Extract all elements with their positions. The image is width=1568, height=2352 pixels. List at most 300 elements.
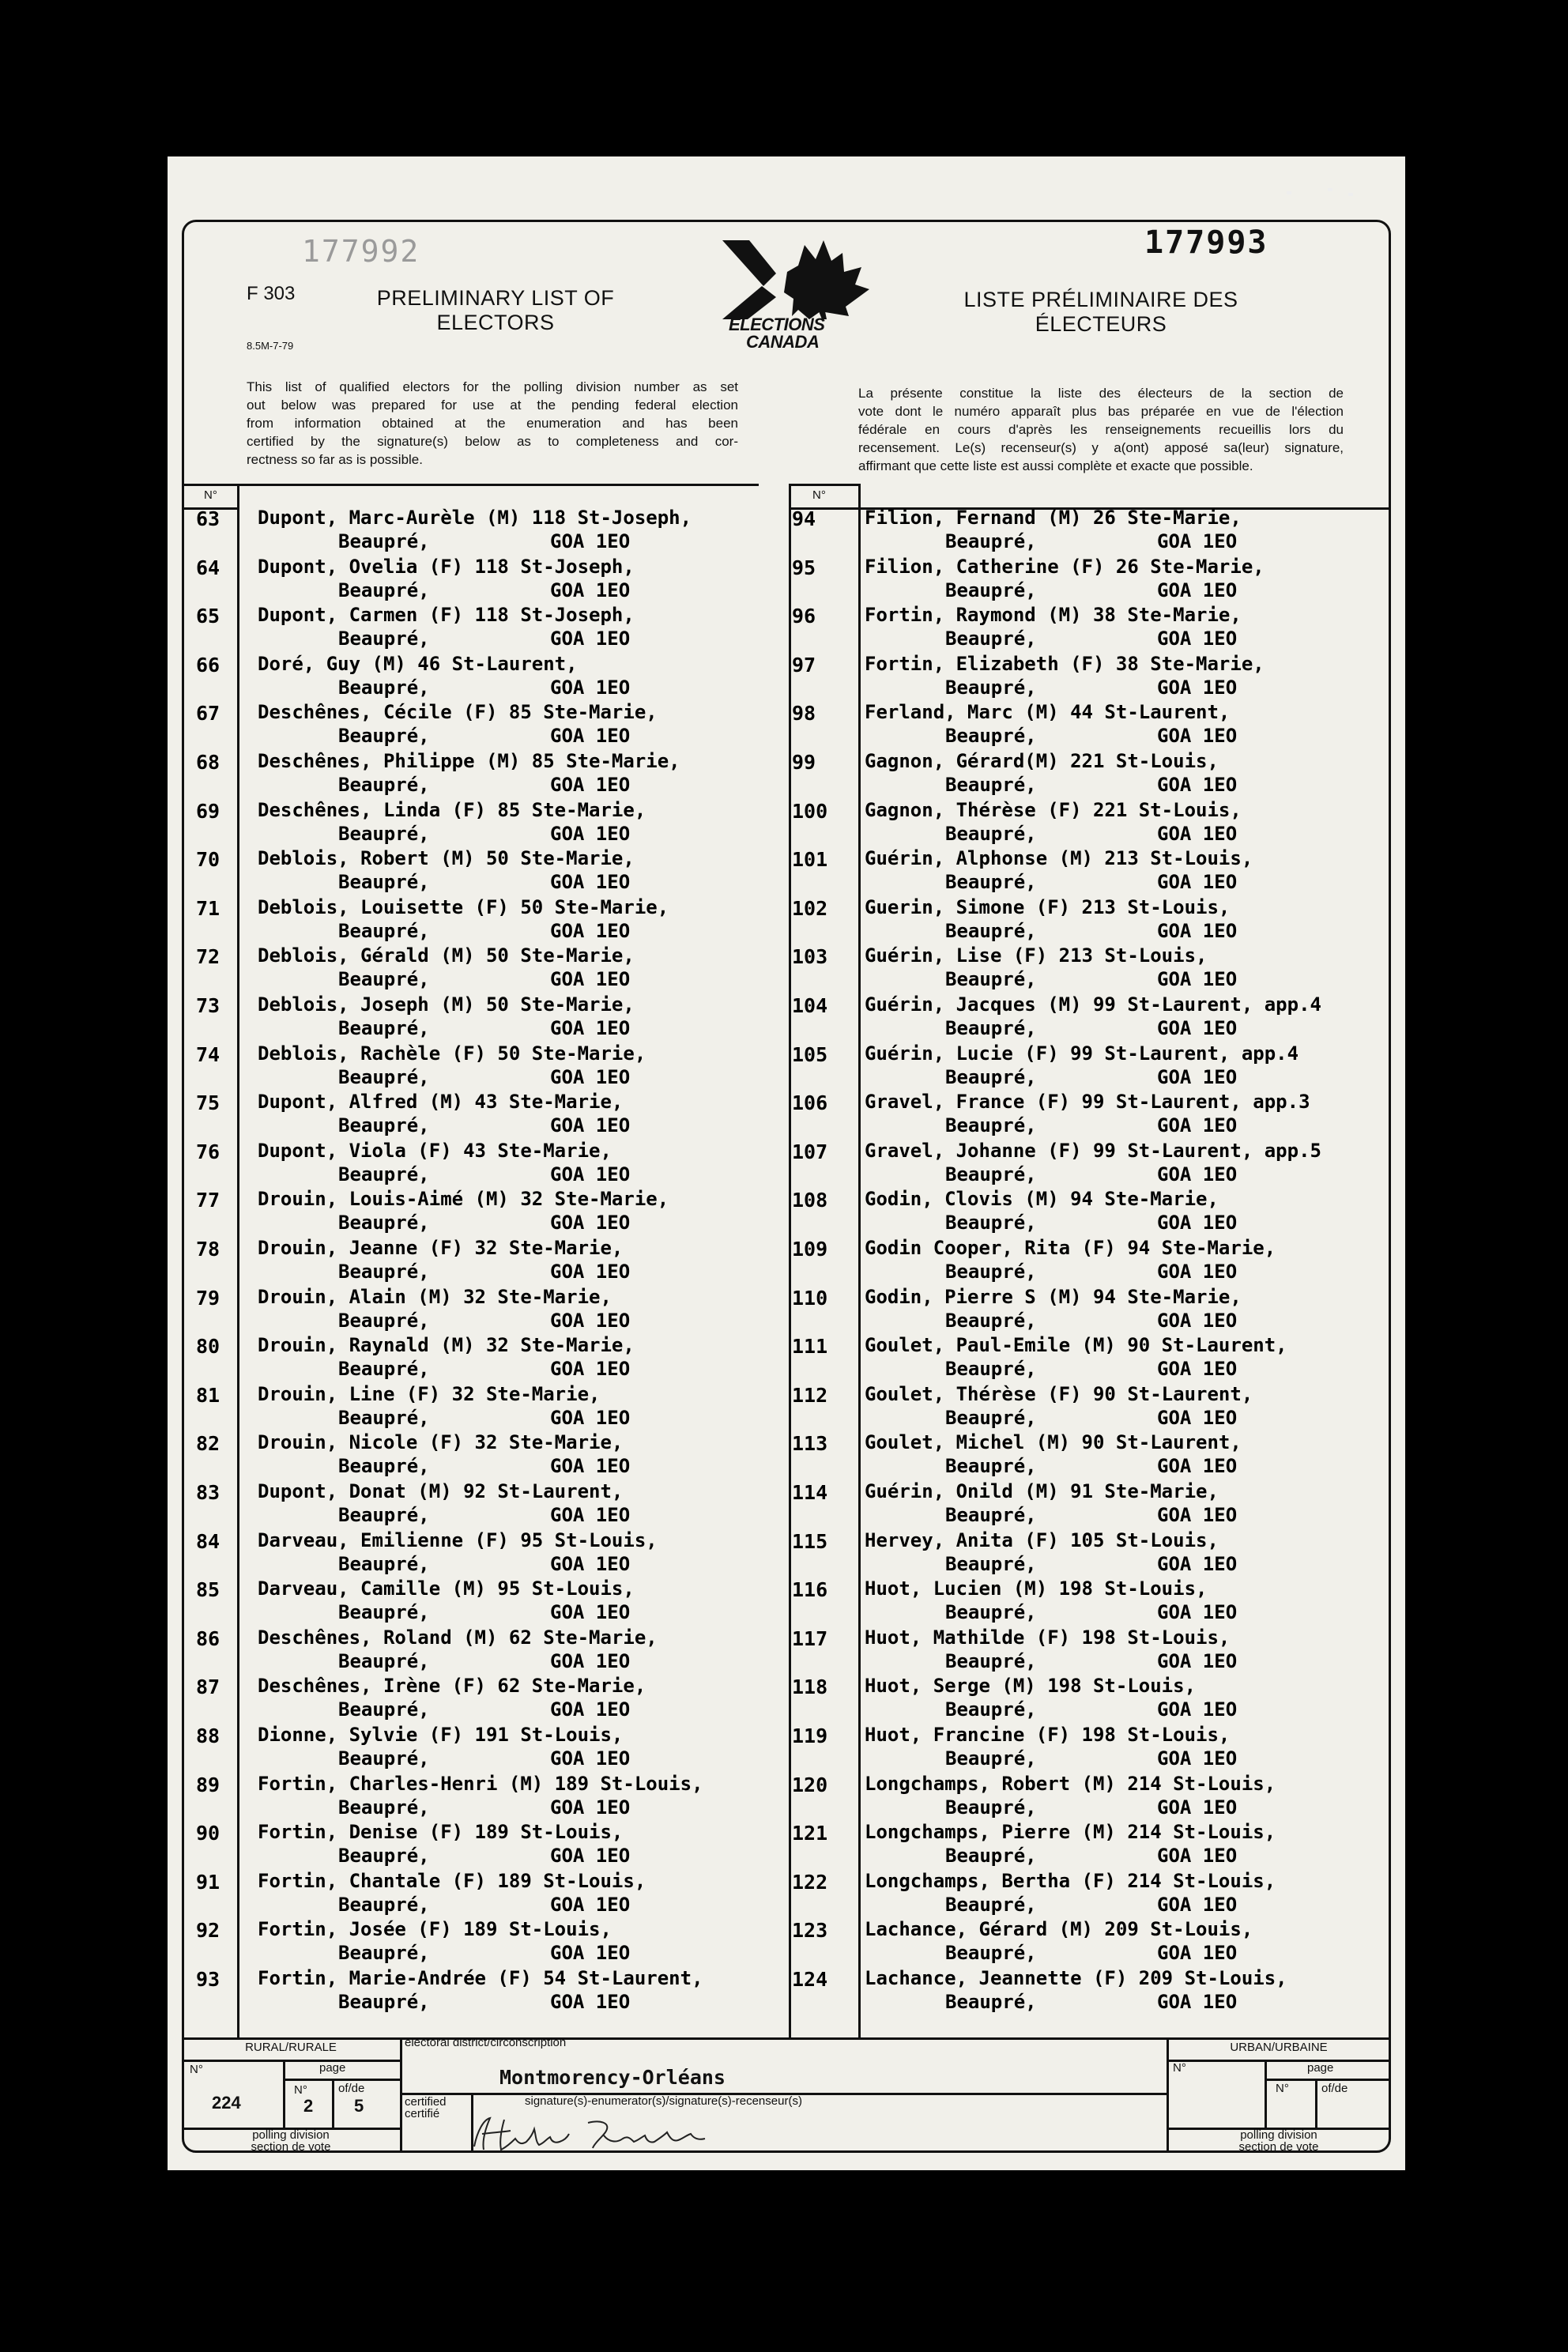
elector-name-address: Deblois, Louisette (F) 50 Ste-Marie, [258, 895, 669, 918]
elector-postal-code: GOA 1EO [550, 530, 631, 552]
elector-name-address: Longchamps, Pierre (M) 214 St-Louis, [865, 1821, 1276, 1844]
elector-entry [258, 1577, 635, 1624]
rural-no-label: N° [190, 2063, 203, 2076]
elector-name-address: Deblois, Gérald (M) 50 Ste-Marie, [258, 944, 635, 967]
elector-postal-code: GOA 1EO [1157, 1114, 1238, 1137]
elector-postal-code: GOA 1EO [550, 1942, 631, 1965]
polling-division-label-urban: polling division section de vote [1238, 2128, 1319, 2154]
elector-number: 66 [196, 653, 220, 677]
elector-locality: Beaupré, [338, 628, 430, 650]
elector-locality: Beaupré, [338, 1893, 430, 1916]
elector-locality: Beaupré, [945, 1552, 1037, 1575]
elector-locality-line [258, 530, 692, 553]
elector-number: 76 [196, 1140, 220, 1163]
elector-locality: Beaupré, [945, 919, 1037, 942]
elector-number: 94 [792, 507, 816, 530]
elector-entry [865, 895, 1238, 943]
elector-entry [258, 1285, 631, 1332]
elector-locality: Beaupré, [945, 1309, 1037, 1332]
elector-locality: Beaupré, [945, 628, 1037, 650]
elector-locality-line [865, 773, 1238, 797]
elector-name-address: Deschênes, Irène (F) 62 Ste-Marie, [258, 1675, 646, 1698]
elector-locality-line [258, 627, 635, 650]
elector-number: 106 [792, 1091, 828, 1115]
elector-entry [865, 1820, 1276, 1868]
elector-locality: Beaupré, [338, 1017, 430, 1039]
elector-locality: Beaupré, [945, 1504, 1037, 1526]
elector-postal-code: GOA 1EO [1157, 1504, 1238, 1526]
elector-locality: Beaupré, [338, 1212, 430, 1234]
elector-postal-code: GOA 1EO [1157, 1747, 1238, 1770]
elector-locality-line [865, 1260, 1276, 1283]
elector-name-address: Longchamps, Robert (M) 214 St-Louis, [865, 1772, 1276, 1795]
elector-locality: Beaupré, [945, 774, 1037, 796]
elector-name-address: Dionne, Sylvie (F) 191 St-Louis, [258, 1724, 624, 1746]
elector-number: 97 [792, 653, 816, 677]
elector-postal-code: GOA 1EO [1157, 1212, 1238, 1234]
elector-entry [865, 1285, 1242, 1332]
elector-locality-line [258, 579, 635, 602]
elector-name-address: Goulet, Michel (M) 90 St-Laurent, [865, 1431, 1242, 1454]
elector-locality: Beaupré, [945, 1893, 1037, 1916]
elector-number: 98 [792, 702, 816, 726]
elector-name-address: Filion, Fernand (M) 26 Ste-Marie, [865, 507, 1242, 529]
elector-number: 78 [196, 1238, 220, 1261]
elector-locality: Beaupré, [945, 1845, 1037, 1868]
elector-name-address: Deschênes, Roland (M) 62 Ste-Marie, [258, 1626, 658, 1649]
elector-postal-code: GOA 1EO [1157, 1991, 1238, 2013]
elector-name-address: Guérin, Lucie (F) 99 St-Laurent, app.4 [865, 1042, 1299, 1065]
elector-postal-code: GOA 1EO [1157, 1942, 1238, 1965]
handwritten-signature-icon [466, 2115, 719, 2153]
district-label: electoral district/circonscription [405, 2036, 567, 2049]
elector-name-address: Drouin, Line (F) 32 Ste-Marie, [258, 1382, 601, 1405]
elector-entry [865, 555, 1265, 602]
urban-page-divider [1315, 2079, 1317, 2129]
elector-entry [258, 1236, 631, 1283]
polling-division-number: 224 [212, 2093, 241, 2113]
elector-entry [258, 652, 631, 699]
elector-locality-line [865, 627, 1242, 650]
elector-locality-line [865, 822, 1242, 846]
elector-name-address: Gagnon, Gérard(M) 221 St-Louis, [865, 750, 1219, 772]
elector-number: 120 [792, 1773, 828, 1796]
elector-name-address: Godin, Pierre S (M) 94 Ste-Marie, [865, 1285, 1242, 1308]
old-serial-number: 177992 [302, 234, 420, 269]
elector-number: 77 [196, 1189, 220, 1212]
elector-number: 95 [792, 556, 816, 579]
elector-name-address: Godin Cooper, Rita (F) 94 Ste-Marie, [865, 1237, 1276, 1259]
certified-label: certified certifié [405, 2095, 447, 2120]
elector-locality: Beaupré, [945, 1601, 1037, 1624]
elector-locality: Beaupré, [945, 1017, 1037, 1039]
elector-postal-code: GOA 1EO [1157, 579, 1238, 601]
elector-locality-line [258, 724, 658, 748]
number-header-right: N° [812, 488, 826, 502]
speck-mark [1287, 191, 1291, 194]
elector-locality-line [258, 1844, 631, 1868]
elector-locality-line [865, 1796, 1276, 1819]
elector-number: 103 [792, 945, 828, 969]
elector-number: 124 [792, 1968, 828, 1991]
elector-number: 101 [792, 848, 828, 872]
elector-name-address: Longchamps, Bertha (F) 214 St-Louis, [865, 1869, 1276, 1892]
elector-name-address: Deschênes, Linda (F) 85 Ste-Marie, [258, 798, 646, 821]
elector-number: 99 [792, 751, 816, 774]
elector-number: 100 [792, 799, 828, 823]
elector-name-address: Gagnon, Thérèse (F) 221 St-Louis, [865, 798, 1242, 821]
elector-name-address: Lachance, Gérard (M) 209 St-Louis, [865, 1918, 1253, 1941]
elector-locality-line [258, 1454, 631, 1478]
elector-locality-line [865, 967, 1238, 991]
elector-entry [258, 1479, 631, 1527]
urban-page-no-label: N° [1276, 2082, 1289, 2095]
serial-number: 177993 [1144, 224, 1268, 261]
elector-locality-line [258, 1796, 703, 1819]
elector-number: 84 [196, 1529, 220, 1553]
elector-locality-line [258, 822, 646, 846]
elector-locality: Beaupré, [338, 725, 430, 748]
elector-number: 63 [196, 507, 220, 530]
elector-locality-line [258, 1747, 631, 1770]
elector-name-address: Goulet, Thérèse (F) 90 St-Laurent, [865, 1382, 1253, 1405]
elector-entry [258, 1917, 631, 1965]
elector-entry [258, 895, 669, 943]
elector-postal-code: GOA 1EO [1157, 968, 1238, 991]
elector-entry [258, 1042, 646, 1089]
elector-number: 109 [792, 1238, 828, 1261]
elector-entry [258, 1626, 658, 1673]
elector-entry [865, 700, 1238, 748]
elector-postal-code: GOA 1EO [550, 1455, 631, 1478]
elector-locality-line [258, 1941, 631, 1965]
elector-postal-code: GOA 1EO [1157, 628, 1238, 650]
elector-locality: Beaupré, [338, 1747, 430, 1770]
elector-entry [258, 1528, 658, 1576]
elector-postal-code: GOA 1EO [550, 1504, 631, 1526]
elector-entry [258, 1090, 631, 1137]
elector-locality-line [258, 676, 631, 699]
elector-entry [865, 1139, 1321, 1186]
elector-name-address: Fortin, Marie-Andrée (F) 54 St-Laurent, [258, 1967, 703, 1989]
elector-postal-code: GOA 1EO [1157, 1358, 1238, 1381]
elector-locality: Beaupré, [945, 1358, 1037, 1381]
elector-postal-code: GOA 1EO [1157, 1796, 1238, 1819]
elector-entry [865, 1090, 1310, 1137]
elector-name-address: Huot, Francine (F) 198 St-Louis, [865, 1724, 1231, 1746]
elector-locality: Beaupré, [945, 1796, 1037, 1819]
elector-locality-line [258, 919, 669, 943]
urban-label: URBAN/URBAINE [1230, 2041, 1328, 2054]
elector-name-address: Fortin, Charles-Henri (M) 189 St-Louis, [258, 1772, 703, 1795]
elector-number: 64 [196, 556, 220, 579]
elector-postal-code: GOA 1EO [550, 676, 631, 699]
elector-locality: Beaupré, [338, 1649, 430, 1672]
elector-postal-code: GOA 1EO [550, 871, 631, 894]
elector-entry [865, 1382, 1253, 1430]
elector-number: 119 [792, 1724, 828, 1747]
elector-postal-code: GOA 1EO [550, 725, 631, 748]
elector-postal-code: GOA 1EO [1157, 1552, 1238, 1575]
elector-name-address: Drouin, Louis-Aimé (M) 32 Ste-Marie, [258, 1188, 669, 1211]
elector-number: 107 [792, 1140, 828, 1163]
page-of-label: of/de [338, 2082, 365, 2095]
elector-entry [865, 1479, 1238, 1527]
elector-locality: Beaupré, [338, 1698, 430, 1721]
elector-number: 115 [792, 1529, 828, 1553]
elector-number: 80 [196, 1335, 220, 1359]
elector-locality: Beaupré, [945, 1261, 1037, 1283]
elector-number: 85 [196, 1578, 220, 1602]
elector-entry [865, 652, 1265, 699]
elector-locality-line [865, 1698, 1238, 1721]
elector-number: 82 [196, 1432, 220, 1456]
elector-postal-code: GOA 1EO [1157, 1017, 1238, 1039]
elector-number: 121 [792, 1822, 828, 1845]
elector-locality: Beaupré, [338, 676, 430, 699]
elector-postal-code: GOA 1EO [1157, 1163, 1238, 1185]
elector-locality-line [865, 1454, 1242, 1478]
elector-postal-code: GOA 1EO [550, 1163, 631, 1185]
elector-postal-code: GOA 1EO [550, 919, 631, 942]
elector-name-address: Fortin, Chantale (F) 189 St-Louis, [258, 1869, 646, 1892]
elector-entry [258, 798, 646, 846]
elector-locality-line [865, 579, 1265, 602]
elector-name-address: Drouin, Raynald (M) 32 Ste-Marie, [258, 1334, 635, 1357]
elector-entry [258, 846, 635, 894]
elector-entry [258, 1333, 635, 1381]
elector-name-address: Darveau, Emilienne (F) 95 St-Louis, [258, 1528, 658, 1551]
elector-locality-line [865, 1941, 1253, 1965]
elector-locality-line [258, 1649, 658, 1673]
elector-name-address: Dupont, Ovelia (F) 118 St-Joseph, [258, 555, 635, 578]
elector-locality: Beaupré, [945, 1065, 1037, 1088]
elector-entry [865, 603, 1242, 650]
elector-locality: Beaupré, [338, 1845, 430, 1868]
elector-locality-line [258, 1990, 703, 2014]
table-top-rule-left [182, 484, 759, 486]
elector-locality-line [865, 1163, 1321, 1186]
number-header-top-right [789, 484, 860, 486]
elector-entry [865, 1772, 1276, 1819]
elector-entry [865, 1430, 1242, 1478]
elector-number: 123 [792, 1919, 828, 1943]
rural-page-divider [332, 2079, 334, 2129]
elector-locality: Beaupré, [945, 1114, 1037, 1137]
elector-locality-line [258, 1016, 635, 1040]
elector-postal-code: GOA 1EO [550, 1698, 631, 1721]
elector-name-address: Dupont, Carmen (F) 118 St-Joseph, [258, 604, 635, 627]
elector-postal-code: GOA 1EO [550, 1845, 631, 1868]
logo-text: ELECTIONS CANADA [729, 315, 825, 352]
elector-locality: Beaupré, [338, 1552, 430, 1575]
elector-name-address: Filion, Catherine (F) 26 Ste-Marie, [865, 555, 1265, 578]
elector-locality: Beaupré, [945, 676, 1037, 699]
footer-top-rule [182, 2037, 1391, 2040]
elector-name-address: Drouin, Alain (M) 32 Ste-Marie, [258, 1285, 612, 1308]
elector-locality: Beaupré, [338, 1261, 430, 1283]
elector-locality-line [865, 724, 1238, 748]
elector-name-address: Fortin, Denise (F) 189 St-Louis, [258, 1821, 624, 1844]
elector-postal-code: GOA 1EO [550, 579, 631, 601]
elector-number: 105 [792, 1042, 828, 1066]
elector-name-address: Dupont, Alfred (M) 43 Ste-Marie, [258, 1091, 624, 1114]
elector-locality-line [865, 1649, 1238, 1673]
elector-number: 83 [196, 1481, 220, 1504]
elector-number: 114 [792, 1481, 828, 1504]
urban-page-of-label: of/de [1321, 2082, 1348, 2095]
elector-locality-line [865, 1016, 1321, 1040]
elector-entry [258, 506, 692, 553]
elector-entry [865, 993, 1321, 1040]
elector-entry [258, 1869, 646, 1917]
elector-postal-code: GOA 1EO [1157, 871, 1238, 894]
urban-page-rule [1265, 2079, 1391, 2081]
elector-locality: Beaupré, [338, 1601, 430, 1624]
elector-postal-code: GOA 1EO [1157, 774, 1238, 796]
elector-locality-line [865, 1844, 1276, 1868]
urban-label-rule [1167, 2060, 1391, 2062]
elector-entry [258, 1674, 646, 1721]
page-no-label: N° [294, 2083, 307, 2097]
elector-name-address: Drouin, Nicole (F) 32 Ste-Marie, [258, 1431, 624, 1454]
elector-entry [865, 749, 1238, 797]
title-english: PRELIMINARY LIST OF ELECTORS [376, 286, 615, 334]
elector-postal-code: GOA 1EO [1157, 822, 1238, 845]
elector-entry [865, 1236, 1276, 1283]
elector-entry [865, 506, 1242, 553]
elector-entry [865, 1187, 1238, 1234]
elector-name-address: Guérin, Onild (M) 91 Ste-Marie, [865, 1480, 1219, 1502]
number-column-rule-right [858, 484, 861, 2039]
elector-locality-line [865, 1893, 1276, 1917]
elector-name-address: Guérin, Jacques (M) 99 St-Laurent, app.4 [865, 993, 1321, 1016]
elector-entry [258, 1430, 631, 1478]
elector-number: 87 [196, 1675, 220, 1699]
elector-locality: Beaupré, [338, 1991, 430, 2013]
elector-number: 79 [196, 1286, 220, 1310]
elector-entry [865, 1723, 1238, 1770]
elector-postal-code: GOA 1EO [1157, 725, 1238, 748]
elector-name-address: Fortin, Elizabeth (F) 38 Ste-Marie, [865, 652, 1265, 675]
elector-locality: Beaupré, [945, 1163, 1037, 1185]
elector-number: 96 [792, 605, 816, 628]
elector-name-address: Drouin, Jeanne (F) 32 Ste-Marie, [258, 1237, 624, 1259]
elector-locality-line [865, 1309, 1242, 1332]
elector-locality: Beaupré, [945, 579, 1037, 601]
elector-locality-line [258, 1406, 631, 1430]
elector-locality: Beaupré, [945, 1406, 1037, 1429]
elector-locality: Beaupré, [945, 1991, 1037, 2013]
elector-locality-line [865, 1747, 1238, 1770]
elector-postal-code: GOA 1EO [550, 1649, 631, 1672]
elector-locality-line [258, 1163, 631, 1186]
elector-locality-line [865, 1357, 1287, 1381]
elector-postal-code: GOA 1EO [550, 968, 631, 991]
elector-locality-line [865, 1114, 1310, 1137]
elector-locality: Beaupré, [338, 1406, 430, 1429]
elector-number: 68 [196, 751, 220, 774]
elector-number: 69 [196, 799, 220, 823]
elector-locality: Beaupré, [338, 1942, 430, 1965]
elector-name-address: Dupont, Viola (F) 43 Ste-Marie, [258, 1139, 612, 1162]
elector-postal-code: GOA 1EO [550, 1601, 631, 1624]
elector-entry [258, 555, 635, 602]
enumerator-signature [466, 2115, 719, 2153]
elector-locality: Beaupré, [338, 968, 430, 991]
urban-no-label: N° [1173, 2061, 1186, 2075]
elector-entry [865, 846, 1253, 894]
elector-name-address: Fortin, Josée (F) 189 St-Louis, [258, 1918, 612, 1941]
elector-number: 73 [196, 994, 220, 1017]
elector-locality: Beaupré, [338, 1163, 430, 1185]
elector-postal-code: GOA 1EO [550, 628, 631, 650]
elector-number: 70 [196, 848, 220, 872]
elector-locality: Beaupré, [338, 579, 430, 601]
intro-french: La présente constitue la liste des électeurs de la section de vote dont le numéro apparaît plus bas préparée en vue de l'élection fédérale en cours d'après les renseignements recueillis lors du recensement. Le(s) recenseur(s) y a(ont) apposé sa(leur) signature, affirmant que cette liste est aussi complète et exacte que possible. [858, 386, 1344, 473]
elector-number: 72 [196, 945, 220, 969]
elector-entry [258, 1187, 669, 1234]
elector-locality-line [258, 1114, 631, 1137]
elector-locality-line [258, 1309, 631, 1332]
elector-number: 102 [792, 896, 828, 920]
elector-postal-code: GOA 1EO [550, 1991, 631, 2013]
elector-locality-line [865, 1552, 1238, 1576]
rural-label: RURAL/RURALE [245, 2041, 337, 2054]
elector-locality-line [865, 676, 1265, 699]
elector-entry [865, 1333, 1287, 1381]
elector-entry [865, 1626, 1238, 1673]
number-header-left: N° [204, 488, 217, 502]
elector-locality-line [258, 967, 635, 991]
elector-name-address: Deblois, Rachèle (F) 50 Ste-Marie, [258, 1042, 646, 1065]
urban-page-label: page [1307, 2061, 1334, 2075]
elector-postal-code: GOA 1EO [550, 1552, 631, 1575]
elector-number: 110 [792, 1286, 828, 1310]
elector-postal-code: GOA 1EO [550, 1358, 631, 1381]
elector-postal-code: GOA 1EO [550, 1893, 631, 1916]
elector-postal-code: GOA 1EO [550, 1114, 631, 1137]
elector-postal-code: GOA 1EO [550, 1747, 631, 1770]
elector-locality-line [258, 1600, 635, 1624]
elector-locality-line [865, 870, 1253, 894]
elector-number: 74 [196, 1042, 220, 1066]
elector-locality: Beaupré, [945, 1212, 1037, 1234]
elector-entry [258, 1772, 703, 1819]
elector-number: 116 [792, 1578, 828, 1602]
elector-number: 92 [196, 1919, 220, 1943]
elector-postal-code: GOA 1EO [550, 1212, 631, 1234]
elector-postal-code: GOA 1EO [550, 1261, 631, 1283]
elector-number: 65 [196, 605, 220, 628]
elector-name-address: Deschênes, Cécile (F) 85 Ste-Marie, [258, 701, 658, 724]
elector-postal-code: GOA 1EO [550, 822, 631, 845]
page-total: 5 [354, 2096, 364, 2116]
elector-locality: Beaupré, [338, 1455, 430, 1478]
elector-postal-code: GOA 1EO [550, 1065, 631, 1088]
elector-name-address: Goulet, Paul-Emile (M) 90 St-Laurent, [865, 1334, 1287, 1357]
elector-locality: Beaupré, [338, 1309, 430, 1332]
elector-locality: Beaupré, [338, 822, 430, 845]
polling-division-label-rural: polling division section de vote [251, 2128, 331, 2154]
elector-entry [258, 1382, 631, 1430]
elector-postal-code: GOA 1EO [1157, 1845, 1238, 1868]
elector-entry [258, 1820, 631, 1868]
elector-postal-code: GOA 1EO [1157, 1455, 1238, 1478]
rural-no-divider [283, 2060, 285, 2129]
elector-locality: Beaupré, [945, 871, 1037, 894]
rural-page-rule [285, 2079, 400, 2081]
